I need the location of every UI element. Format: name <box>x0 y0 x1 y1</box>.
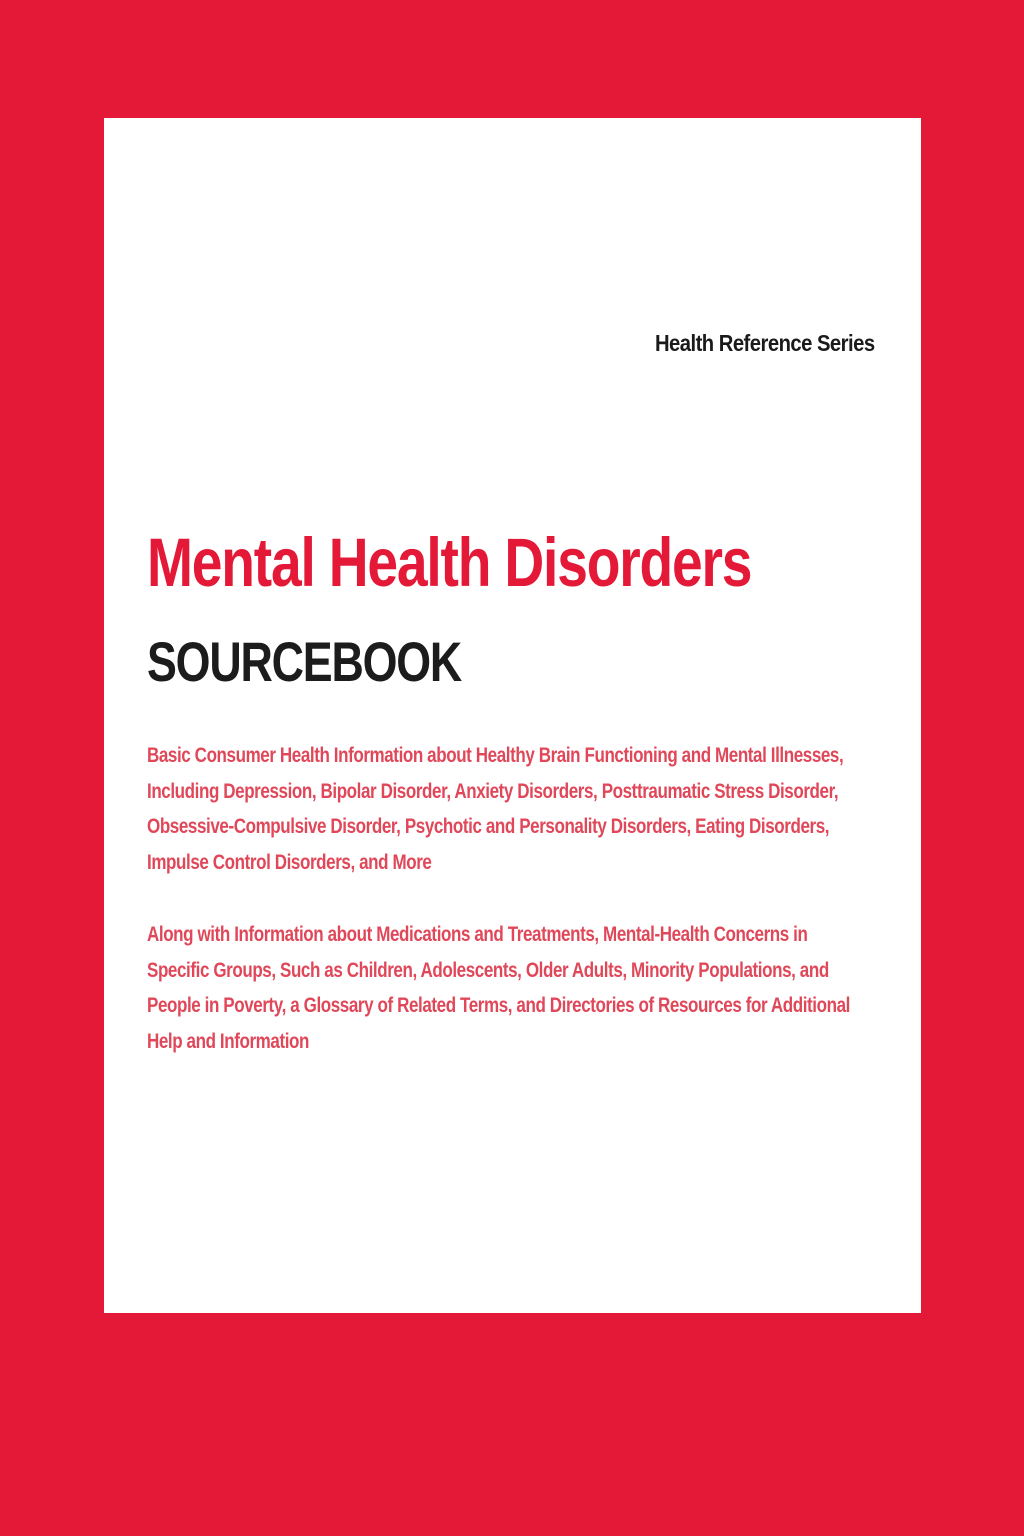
description-line: Help and Information <box>147 1029 309 1053</box>
description-line: Obsessive-Compulsive Disorder, Psychotic and Personality Disorders, Eating Disorders, <box>147 815 830 838</box>
book-title: Mental Health Disorders <box>147 524 752 601</box>
book-subtitle: SOURCEBOOK <box>147 630 462 693</box>
description-line: Basic Consumer Health Information about Healthy Brain Functioning and Mental Illnesses, <box>147 744 844 767</box>
description-paragraph-1 <box>147 738 876 880</box>
description-line: Along with Information about Medications and Treatments, Mental-Health Concerns in <box>147 923 808 946</box>
description-line: Including Depression, Bipolar Disorder, Anxiety Disorders, Posttraumatic Stress Disorder, <box>147 779 839 803</box>
description-paragraph-2 <box>147 917 876 1059</box>
series-name: Health Reference Series <box>655 330 875 356</box>
description-line: People in Poverty, a Glossary of Related Terms, and Directories of Resources for Additional <box>147 994 850 1017</box>
description-line: Specific Groups, Such as Children, Adolescents, Older Adults, Minority Populations, and <box>147 958 829 982</box>
cover-panel <box>104 118 921 1313</box>
description-line: Impulse Control Disorders, and More <box>147 850 432 874</box>
